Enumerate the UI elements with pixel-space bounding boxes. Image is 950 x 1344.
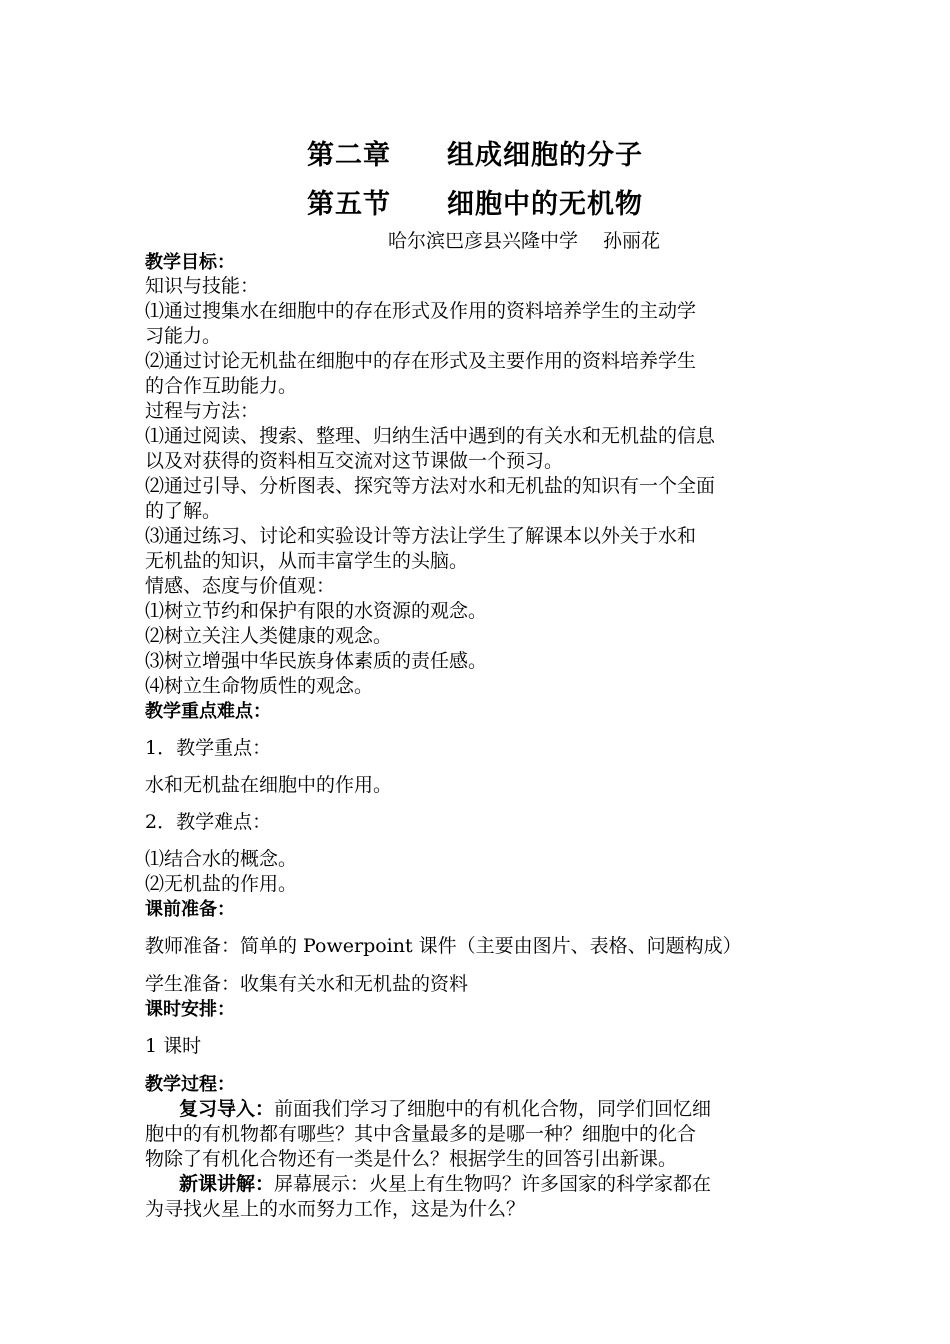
section-title: 第五节 细胞中的无机物 <box>307 189 643 220</box>
process-item-2: ⑵通过引导、分析图表、探究等方法对水和无机盐的知识有一个全面 <box>145 475 716 497</box>
schedule-heading: 课时安排： <box>145 999 235 1020</box>
review-text: 前面我们学习了细胞中的有机化合物，同学们回忆细 <box>274 1098 712 1120</box>
student-preparation: 学生准备：收集有关水和无机盐的资料 <box>145 973 469 995</box>
difficult-item-2: ⑵无机盐的作用。 <box>145 873 298 895</box>
author-line: 哈尔滨巴彦县兴隆中学 孙丽花 <box>388 230 661 252</box>
process-heading: 过程与方法： <box>145 400 260 422</box>
process-section-heading: 教学过程： <box>145 1074 235 1095</box>
review-text-cont-1: 胞中的有机物都有哪些？其中含量最多的是哪一种？细胞中的化合 <box>145 1123 697 1145</box>
process-item-1: ⑴通过阅读、搜索、整理、归纳生活中遇到的有关水和无机盐的信息 <box>145 425 716 447</box>
chapter-title: 第二章 组成细胞的分子 <box>307 140 643 171</box>
objectives-heading: 教学目标： <box>145 252 235 273</box>
knowledge-item-2-cont: 的合作互助能力。 <box>145 375 298 397</box>
process-item-3-cont: 无机盐的知识，从而丰富学生的头脑。 <box>145 550 469 572</box>
key-point-text: 水和无机盐在细胞中的作用。 <box>145 774 393 796</box>
key-points-heading: 教学重点难点： <box>145 701 271 722</box>
schedule-text: 1 课时 <box>145 1035 202 1057</box>
preparation-heading: 课前准备： <box>145 899 235 920</box>
difficult-item-1: ⑴结合水的概念。 <box>145 848 298 870</box>
teacher-preparation: 教师准备：简单的 Powerpoint 课件（主要由图片、表格、问题构成） <box>145 935 742 957</box>
attitude-item-2: ⑵树立关注人类健康的观念。 <box>145 625 393 647</box>
new-lesson-paragraph-first-line <box>179 1172 711 1197</box>
difficult-point-label: 2．教学难点： <box>145 811 272 833</box>
new-lesson-text: 屏幕展示：火星上有生物吗？许多国家的科学家都在 <box>274 1173 712 1195</box>
review-paragraph-first-line <box>179 1097 711 1122</box>
attitude-item-3: ⑶树立增强中华民族身体素质的责任感。 <box>145 650 488 672</box>
review-label: 复习导入： <box>179 1098 275 1120</box>
knowledge-item-2: ⑵通过讨论无机盐在细胞中的存在形式及主要作用的资料培养学生 <box>145 350 697 372</box>
key-point-label: 1．教学重点： <box>145 737 272 759</box>
process-item-3: ⑶通过练习、讨论和实验设计等方法让学生了解课本以外关于水和 <box>145 525 697 547</box>
new-lesson-label: 新课讲解： <box>179 1173 275 1195</box>
process-item-1-cont: 以及对获得的资料相互交流对这节课做一个预习。 <box>145 450 564 472</box>
new-lesson-text-cont: 为寻找火星上的水而努力工作，这是为什么？ <box>145 1198 526 1220</box>
process-item-2-cont: 的了解。 <box>145 500 222 522</box>
review-text-cont-2: 物除了有机化合物还有一类是什么？根据学生的回答引出新课。 <box>145 1148 678 1170</box>
knowledge-item-1-cont: 习能力。 <box>145 325 222 347</box>
knowledge-item-1: ⑴通过搜集水在细胞中的存在形式及作用的资料培养学生的主动学 <box>145 300 697 322</box>
attitude-item-1: ⑴树立节约和保护有限的水资源的观念。 <box>145 600 488 622</box>
attitude-item-4: ⑷树立生命物质性的观念。 <box>145 675 374 697</box>
knowledge-heading: 知识与技能： <box>145 275 260 297</box>
attitude-heading: 情感、态度与价值观： <box>145 575 336 597</box>
